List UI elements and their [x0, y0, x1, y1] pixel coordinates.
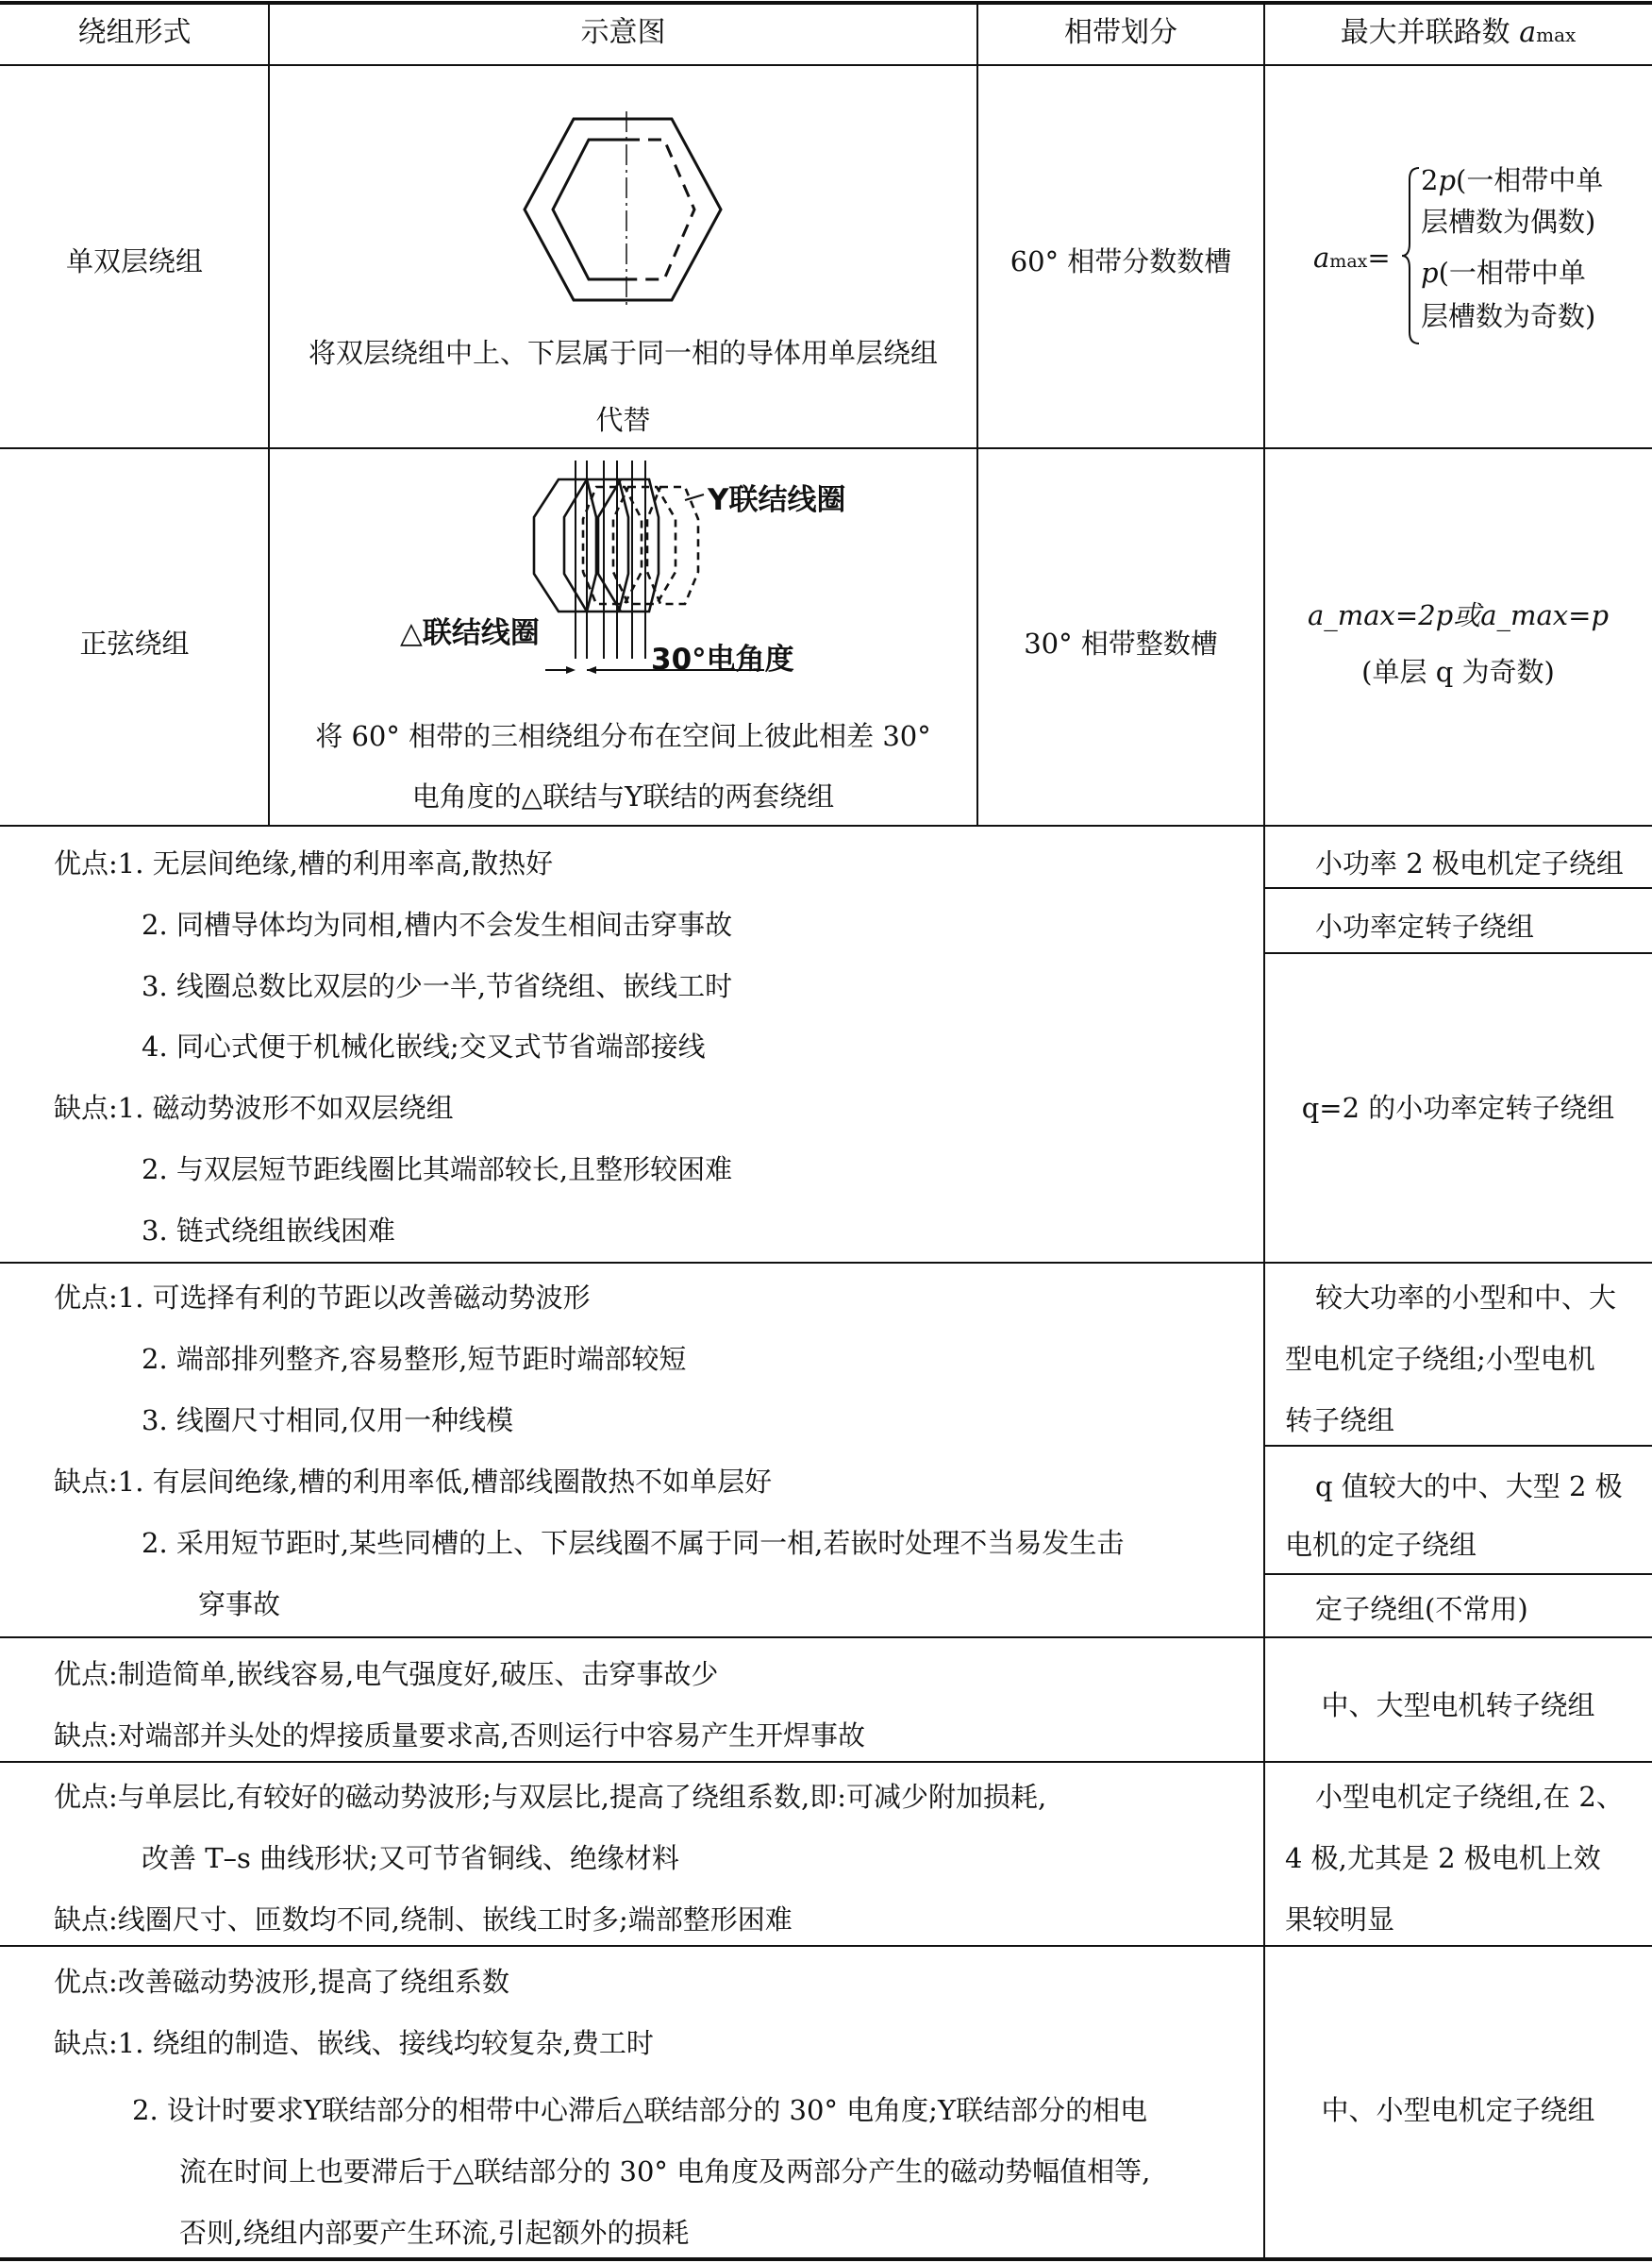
s2-app-5: 电机的定子绕组 — [1285, 1529, 1477, 1561]
sine-caption-2: 电角度的△联结与Y联结的两套绕组 — [411, 780, 835, 813]
phase-band-30: 30° 相带整数槽 — [1024, 628, 1218, 660]
label-delta-connection-coil: △联结线圈 — [400, 616, 540, 650]
s5-line-1: 优点:改善磁动势波形,提高了绕组系数 — [54, 1966, 509, 1998]
s1-app-1: 小功率 2 极电机定子绕组 — [1315, 847, 1624, 880]
s4-app-3: 果较明显 — [1285, 1903, 1395, 1936]
s5-app-1: 中、小型电机定子绕组 — [1321, 2094, 1595, 2126]
s4-app-1: 小型电机定子绕组,在 2、 — [1315, 1781, 1624, 1813]
form-single-double-layer: 单双层绕组 — [65, 245, 203, 277]
amax-condition-sine: (单层 q 为奇数) — [1361, 656, 1555, 688]
s1-app-2: 小功率定转子绕组 — [1315, 911, 1535, 943]
s1-line-6: 2. 与双层短节距线圈比其端部较长,且整形较困难 — [142, 1153, 733, 1185]
s2-line-5: 2. 采用短节距时,某些同槽的上、下层线圈不属于同一相,若嵌时处理不当易发生击 — [142, 1527, 1125, 1559]
s3-line-2: 缺点:对端部并头处的焊接质量要求高,否则运行中容易产生开焊事故 — [54, 1719, 865, 1752]
s1-line-7: 3. 链式绕组嵌线困难 — [142, 1215, 395, 1247]
form-sine-winding: 正弦绕组 — [79, 628, 190, 660]
s3-app-1: 中、大型电机转子绕组 — [1321, 1689, 1595, 1721]
s2-app-1: 较大功率的小型和中、大 — [1315, 1282, 1617, 1314]
s2-line-1: 优点:1. 可选择有利的节距以改善磁动势波形 — [54, 1282, 591, 1314]
s1-line-2: 2. 同槽导体均为同相,槽内不会发生相间击穿事故 — [142, 909, 733, 941]
s1-line-1: 优点:1. 无层间绝缘,槽的利用率高,散热好 — [54, 847, 554, 880]
s3-line-1: 优点:制造简单,嵌线容易,电气强度好,破压、击穿事故少 — [54, 1658, 719, 1690]
single-double-caption-1: 将双层绕组中上、下层属于同一相的导体用单层绕组 — [308, 337, 938, 369]
s5-line-3: 2. 设计时要求Y联结部分的相带中心滞后△联结部分的 30° 电角度;Y联结部分的相电 — [132, 2094, 1148, 2126]
amax-formula-single-double: amax= 2p(一相带中单 层槽数为偶数) p(一相带中单 层槽数为奇数) — [1313, 162, 1634, 351]
hexagon-coil-diagram — [509, 111, 736, 310]
s2-app-2: 型电机定子绕组;小型电机 — [1285, 1343, 1595, 1375]
s5-line-4: 流在时间上也要滞后于△联结部分的 30° 电角度及两部分产生的磁动势幅值相等, — [179, 2155, 1151, 2188]
s2-line-4: 缺点:1. 有层间绝缘,槽的利用率低,槽部线圈散热不如单层好 — [54, 1466, 773, 1498]
s4-line-1: 优点:与单层比,有较好的磁动势波形;与双层比,提高了绕组系数,即:可减少附加损耗, — [54, 1781, 1047, 1813]
s1-line-3: 3. 线圈总数比双层的少一半,节省绕组、嵌线工时 — [142, 970, 733, 1002]
s1-app-3: q=2 的小功率定转子绕组 — [1301, 1092, 1615, 1124]
s2-line-3: 3. 线圈尺寸相同,仅用一种线模 — [142, 1404, 514, 1436]
s1-line-4: 4. 同心式便于机械化嵌线;交叉式节省端部接线 — [142, 1031, 706, 1063]
s4-line-3: 缺点:线圈尺寸、匝数均不同,绕制、嵌线工时多;端部整形困难 — [54, 1903, 793, 1936]
s2-app-4: q 值较大的中、大型 2 极 — [1315, 1470, 1623, 1502]
phase-band-60: 60° 相带分数数槽 — [1010, 245, 1232, 277]
s2-app-3: 转子绕组 — [1285, 1404, 1395, 1436]
single-double-caption-2: 代替 — [595, 404, 651, 436]
s5-line-5: 否则,绕组内部要产生环流,引起额外的损耗 — [179, 2217, 690, 2249]
s2-app-6: 定子绕组(不常用) — [1315, 1593, 1528, 1625]
s1-line-5: 缺点:1. 磁动势波形不如双层绕组 — [54, 1092, 454, 1124]
s5-line-2: 缺点:1. 绕组的制造、嵌线、接线均较复杂,费工时 — [54, 2027, 654, 2059]
header-winding-form: 绕组形式 — [77, 16, 192, 49]
header-phase-band: 相带划分 — [1064, 16, 1177, 49]
s2-line-2: 2. 端部排列整齐,容易整形,短节距时端部较短 — [142, 1343, 687, 1375]
sine-caption-1: 将 60° 相带的三相绕组分布在空间上彼此相差 30° — [315, 720, 931, 752]
s2-line-6: 穿事故 — [198, 1588, 281, 1620]
inner-coil-solid — [553, 140, 626, 279]
header-max-parallel: 最大并联路数 amax — [1340, 16, 1577, 49]
amax-formula-sine: a_max=2p或a_max=p — [1307, 599, 1610, 631]
label-y-connection-coil: Y联结线圈 — [708, 483, 846, 517]
label-30-electrical-degree: 30°电角度 — [651, 643, 794, 677]
s4-line-2: 改善 T–s 曲线形状;又可节省铜线、绝缘材料 — [142, 1842, 679, 1874]
header-schematic: 示意图 — [580, 16, 666, 49]
inner-coil-dashed — [626, 140, 694, 279]
left-brace — [1400, 166, 1421, 345]
s4-app-2: 4 极,尤其是 2 极电机上效 — [1285, 1842, 1601, 1874]
